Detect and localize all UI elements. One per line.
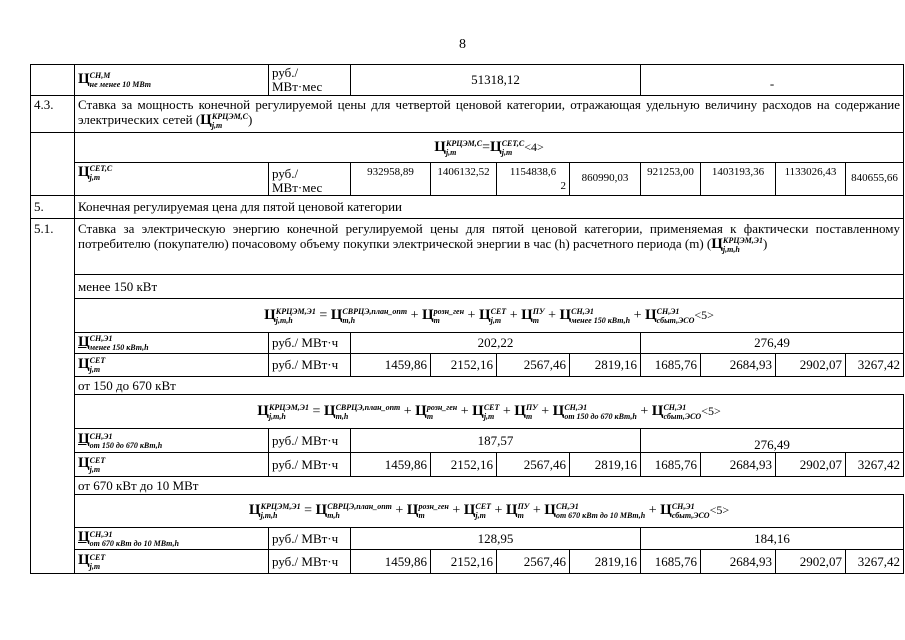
value-cell: 1685,76: [641, 354, 701, 377]
value-cell: 184,16: [641, 528, 904, 550]
table-row: [31, 528, 904, 550]
value-cell: 3267,42: [846, 453, 904, 477]
unit-cell: руб./ МВт·ч: [269, 354, 351, 377]
table-row: [31, 429, 904, 453]
unit-cell: руб./ МВт·ч: [269, 550, 351, 574]
unit-cell: руб./ МВт·ч: [269, 333, 351, 354]
value-cell: 2152,16: [431, 354, 497, 377]
unit-cell: руб./ МВт·мес: [269, 163, 351, 196]
table-row: [31, 163, 904, 196]
value-cell: 128,95: [351, 528, 641, 550]
value-cell: 1406132,52: [431, 163, 497, 196]
symbol-cell: Ц СЕТ,С j,m: [75, 163, 269, 196]
value-cell: 276,49: [641, 333, 904, 354]
value-cell: 2902,07: [776, 453, 846, 477]
value-cell: 2902,07: [776, 550, 846, 574]
table-row: [31, 333, 904, 354]
value-cell: 840655,66: [846, 163, 904, 196]
value-cell: 1685,76: [641, 453, 701, 477]
formula-5-g1: Ц КРЦЭМ,Э1 j,m,h = Ц СВРЦЭ,план_опт m,h + Ц розн_ген m + Ц СЕТ j,m + Ц ПУ m + Ц СН,Э1 менее 150 кВт,h + Ц СН,Э1 сбыт,ЭСО <5>: [75, 299, 904, 333]
symbol-cell: Ц СЕТ j,m: [75, 550, 269, 574]
table-row: [31, 377, 904, 395]
table-row: [31, 96, 904, 133]
table-row: [31, 453, 904, 477]
table-row: [31, 65, 904, 96]
symbol-cell: Ц СН,М не менее 10 МВт: [75, 65, 269, 96]
row-number: [31, 65, 75, 96]
value-cell: 276,49: [641, 429, 904, 453]
symbol-cell: Ц СЕТ j,m: [75, 354, 269, 377]
value-cell: 2567,46: [497, 550, 570, 574]
tariff-table: [30, 64, 904, 574]
value-cell: 2152,16: [431, 453, 497, 477]
value-cell: 3267,42: [846, 354, 904, 377]
row-description: Ставка за электрическую энергию конечной регулируемой цены для пятой ценовой категории, применяемая к фактически поставленному потребителю (покупателю) почасовому объему покупки электрической энергии в час (h) расчетного периода (m) (Ц КРЦЭМ,Э1 j,m,h ): [75, 219, 904, 275]
value-cell: 2819,16: [570, 550, 641, 574]
symbol-cell: Ц СН,Э1 от 150 до 670 кВт,h: [75, 429, 269, 453]
group-label: от 670 кВт до 10 МВт: [75, 477, 904, 495]
value-cell: 51318,12: [351, 65, 641, 96]
unit-cell: руб./ МВт·ч: [269, 528, 351, 550]
value-cell: 2819,16: [570, 354, 641, 377]
value-cell-dash: -: [641, 65, 904, 96]
unit-cell: руб./ МВт·ч: [269, 429, 351, 453]
value-cell: 2684,93: [701, 354, 776, 377]
value-cell: 3267,42: [846, 550, 904, 574]
value-cell: 2684,93: [701, 550, 776, 574]
group-label: от 150 до 670 кВт: [75, 377, 904, 395]
group-label: менее 150 кВт: [75, 275, 904, 299]
formula-4: Ц КРЦЭМ,С j,m =Ц СЕТ,С j,m <4>: [75, 133, 904, 163]
value-cell: 1685,76: [641, 550, 701, 574]
table-row: [31, 299, 904, 333]
row-description: Конечная регулируемая цена для пятой ценовой категории: [75, 196, 904, 219]
value-cell: 1459,86: [351, 550, 431, 574]
table-row: [31, 477, 904, 495]
formula-5-g2: Ц КРЦЭМ,Э1 j,m,h = Ц СВРЦЭ,план_опт m,h + Ц розн_ген m + Ц СЕТ j,m + Ц ПУ m + Ц СН,Э1 от 150 до 670 кВт,h + Ц СН,Э1 сбыт,ЭСО <5>: [75, 395, 904, 429]
page-number: 8: [459, 37, 466, 52]
value-cell: 2684,93: [701, 453, 776, 477]
table-row: [31, 395, 904, 429]
formula-5-g3: Ц КРЦЭМ,Э1 j,m,h = Ц СВРЦЭ,план_опт m,h + Ц розн_ген m + Ц СЕТ j,m + Ц ПУ m + Ц СН,Э1 от 670 кВт до 10 МВт,h + Ц СН,Э1 сбыт,ЭСО <5>: [75, 495, 904, 528]
value-cell: 2567,46: [497, 354, 570, 377]
row-number: 5.1.: [31, 219, 75, 275]
value-cell: 1459,86: [351, 354, 431, 377]
table-row: [31, 196, 904, 219]
value-cell: 1459,86: [351, 453, 431, 477]
value-cell: 2819,16: [570, 453, 641, 477]
value-cell: 1154838,6 2: [497, 163, 570, 196]
row-number: 5.: [31, 196, 75, 219]
table-row: [31, 550, 904, 574]
unit-cell: руб./ МВт·ч: [269, 453, 351, 477]
table-row: [31, 275, 904, 299]
value-cell: 2902,07: [776, 354, 846, 377]
row-number: 4.3.: [31, 96, 75, 133]
value-cell: 1403193,36: [701, 163, 776, 196]
unit-cell: руб./ МВт·мес: [269, 65, 351, 96]
value-cell: 187,57: [351, 429, 641, 453]
value-cell: 860990,03: [570, 163, 641, 196]
table-row: [31, 133, 904, 163]
table-row: [31, 219, 904, 275]
symbol-cell: Ц СЕТ j,m: [75, 453, 269, 477]
symbol-cell: Ц СН,Э1 менее 150 кВт,h: [75, 333, 269, 354]
table-row: [31, 495, 904, 528]
value-cell: 2567,46: [497, 453, 570, 477]
value-cell: 932958,89: [351, 163, 431, 196]
value-cell: 921253,00: [641, 163, 701, 196]
table-row: [31, 354, 904, 377]
value-cell: 2152,16: [431, 550, 497, 574]
value-cell: 1133026,43: [776, 163, 846, 196]
symbol-cell: Ц СН,Э1 от 670 кВт до 10 МВт,h: [75, 528, 269, 550]
row-description: Ставка за мощность конечной регулируемой цены для четвертой ценовой категории, отражающая удельную величину расходов на содержание электрических сетей (Ц КРЦЭМ,С j,m ): [75, 96, 904, 133]
value-cell: 202,22: [351, 333, 641, 354]
